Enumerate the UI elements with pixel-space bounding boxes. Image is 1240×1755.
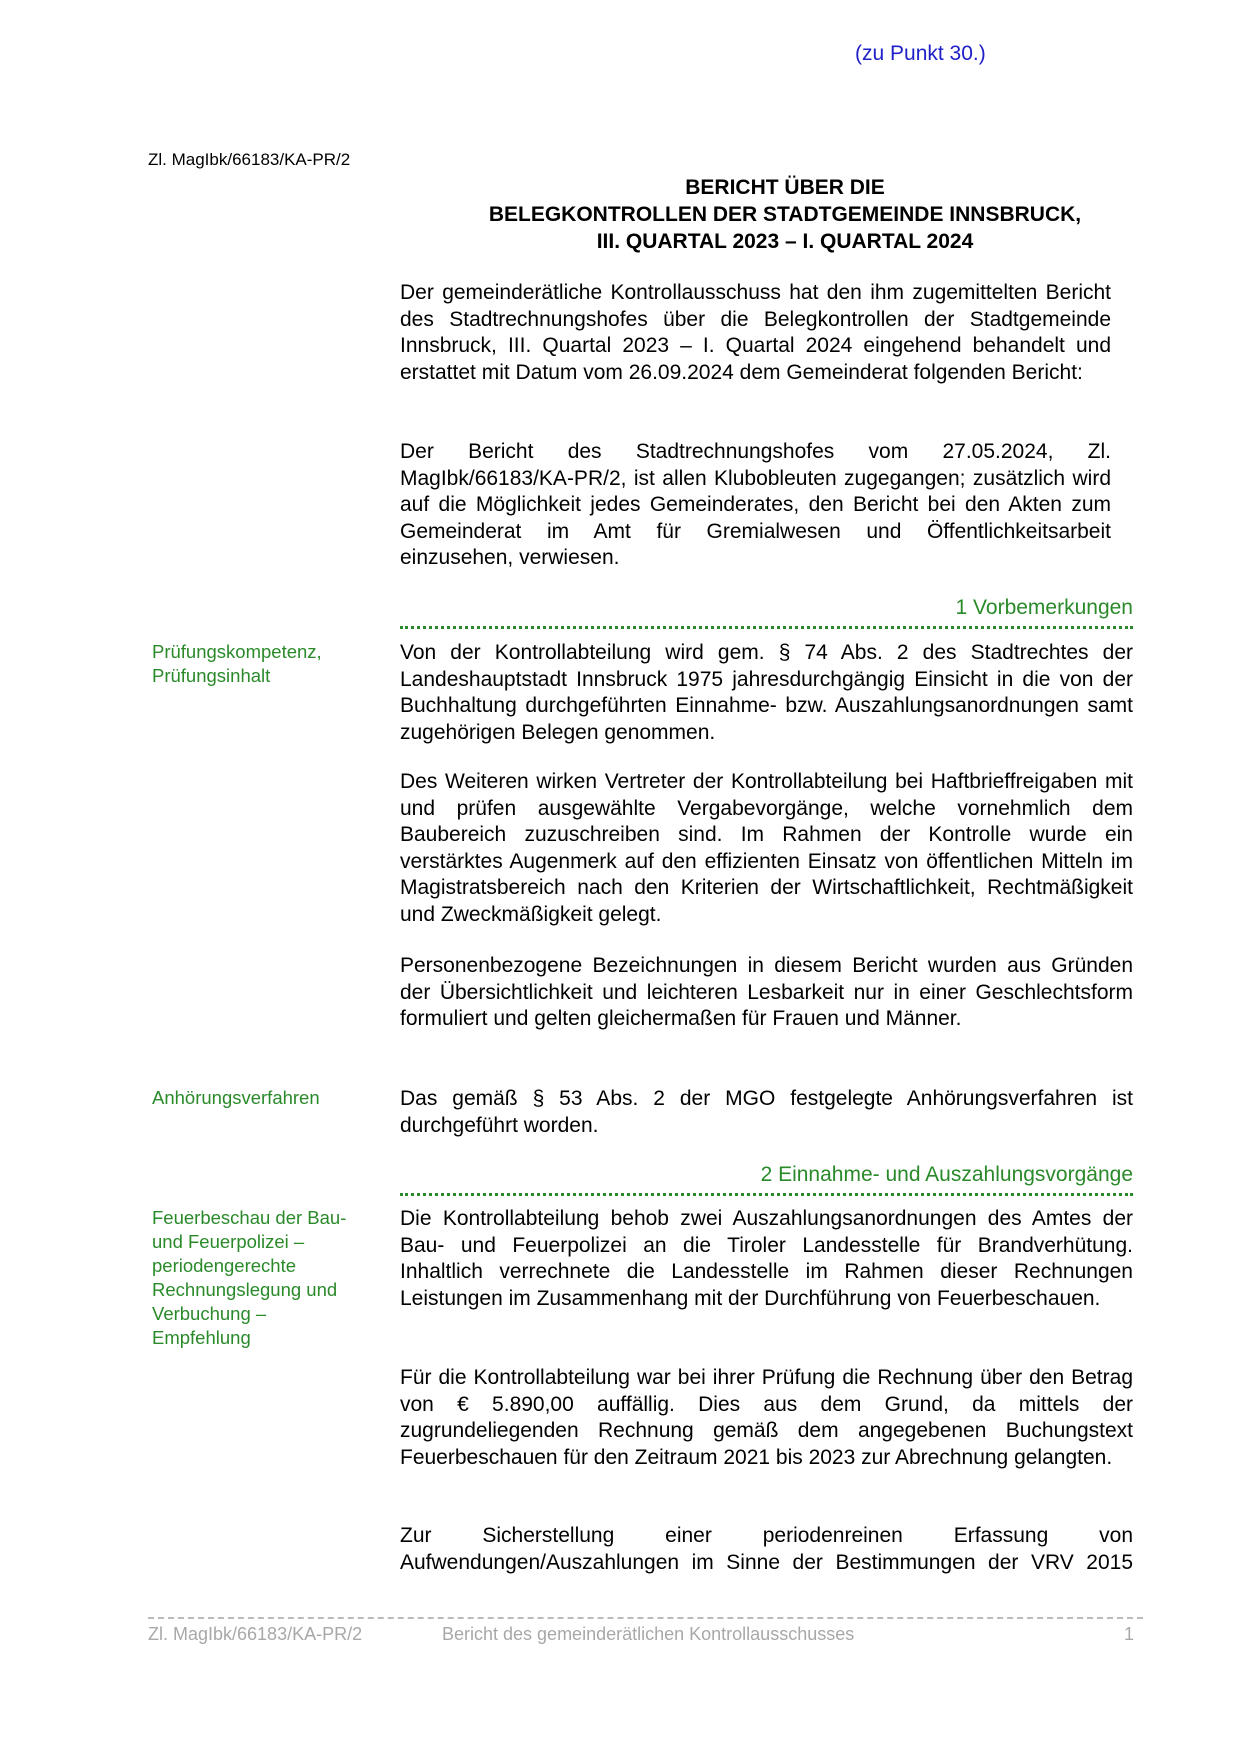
section-2-heading: 2 Einnahme- und Auszahlungsvorgänge — [400, 1163, 1133, 1196]
footer-file-number: Zl. MagIbk/66183/KA-PR/2 — [148, 1624, 363, 1644]
section-1-paragraph-4: Das gemäß § 53 Abs. 2 der MGO festgelegte Anhörungsverfahren ist durchgeführt worden. — [400, 1087, 1133, 1137]
section-1-heading: 1 Vorbemerkungen — [400, 596, 1133, 629]
footer-divider — [148, 1617, 1143, 1619]
section-2-paragraph-1: Die Kontrollabteilung behob zwei Auszahlungsanordnungen des Amtes der Bau- und Feuerpolizei an die Tiroler Landesstelle für Brandverhütung. Inhaltlich verrechnete die Landesstelle im Rahmen dieser Rechnungen Leistungen im Zusammenhang mit der Durchführung von Feuerbeschauen. — [400, 1207, 1133, 1310]
sidebar-anhoerungsverfahren: Anhörungsverfahren — [152, 1087, 320, 1108]
section-1-paragraph-2: Des Weiteren wirken Vertreter der Kontrollabteilung bei Haftbrieffreigaben mit und prüfen ausgewählte Vergabevorgänge, welche vornehmlich dem Baubereich zuzuschreiben sind. Im Rahmen der Kontrolle wurde ein verstärktes Augenmerk auf den effizienten Einsatz von öffentlichen Mitteln im Magistratsbereich nach den Kriterien der Wirtschaftlichkeit, Rechtmäßigkeit und Zweckmäßigkeit gelegt. — [400, 770, 1133, 926]
title-line-2: BELEGKONTROLLEN DER STADTGEMEINDE INNSBRUCK, — [488, 203, 1082, 226]
intro-paragraph-1: Der gemeinderätliche Kontrollausschuss hat den ihm zugemittelten Bericht des Stadtrechnungshofes über die Belegkontrollen der Stadtgemeinde Innsbruck, III. Quartal 2023 – I. Quartal 2024 eingehend behandelt und erstattet mit Datum vom 26.09.2024 dem Gemeinderat folgenden Bericht: — [400, 281, 1111, 384]
section-1-paragraph-3: Personenbezogene Bezeichnungen in diesem Bericht wurden aus Gründen der Übersichtlichkeit und leichteren Lesbarkeit nur in einer Geschlechtsform formuliert und gelten gleichermaßen für Frauen und Männer. — [400, 954, 1133, 1030]
intro-paragraph-2: Der Bericht des Stadtrechnungshofes vom 27.05.2024, Zl. MagIbk/66183/KA-PR/2, ist allen Klubobleuten zugegangen; zusätzlich wird auf die Möglichkeit jedes Gemeinderates, den Bericht bei den Akten zum Gemeinderat im Amt für Gremialwesen und Öffentlichkeitsarbeit einzusehen, verwiesen. — [400, 440, 1111, 569]
file-number: Zl. MagIbk/66183/KA-PR/2 — [148, 150, 351, 169]
title-line-3: III. QUARTAL 2023 – I. QUARTAL 2024 — [596, 230, 974, 253]
report-title — [400, 174, 1170, 255]
section-2-paragraph-3: Zur Sicherstellung einer periodenreinen Erfassung von Aufwendungen/Auszahlungen im Sinne der Bestimmungen der VRV 2015 — [400, 1524, 1133, 1574]
sidebar-pruefungskompetenz: Prüfungskompetenz, Prüfungsinhalt — [152, 641, 322, 686]
section-2-paragraph-2: Für die Kontrollabteilung war bei ihrer Prüfung die Rechnung über den Betrag von € 5.890,00 auffällig. Dies aus dem Grund, da mittels der zugrundeliegenden Rechnung gemäß dem angegebenen Buchungstext Feuerbeschauen für den Zeitraum 2021 bis 2023 zur Abrechnung gelangten. — [400, 1366, 1133, 1469]
punkt-reference: (zu Punkt 30.) — [855, 42, 986, 65]
footer-page-number: 1 — [1124, 1624, 1135, 1644]
sidebar-feuerbeschau: Feuerbeschau der Bau- und Feuerpolizei – periodengerechte Rechnungslegung und Verbuchung – Empfehlung — [152, 1207, 347, 1348]
section-1-paragraph-1: Von der Kontrollabteilung wird gem. § 74 Abs. 2 des Stadtrechtes der Landeshauptstadt Innsbruck 1975 jahresdurchgängig Einsicht in die von der Buchhaltung durchgeführten Einnahme- bzw. Auszahlungsanordnungen samt zugehörigen Belegen genommen. — [400, 641, 1133, 744]
footer-document-title: Bericht des gemeinderätlichen Kontrollausschusses — [442, 1624, 855, 1644]
title-line-1: BERICHT ÜBER DIE — [685, 176, 885, 199]
